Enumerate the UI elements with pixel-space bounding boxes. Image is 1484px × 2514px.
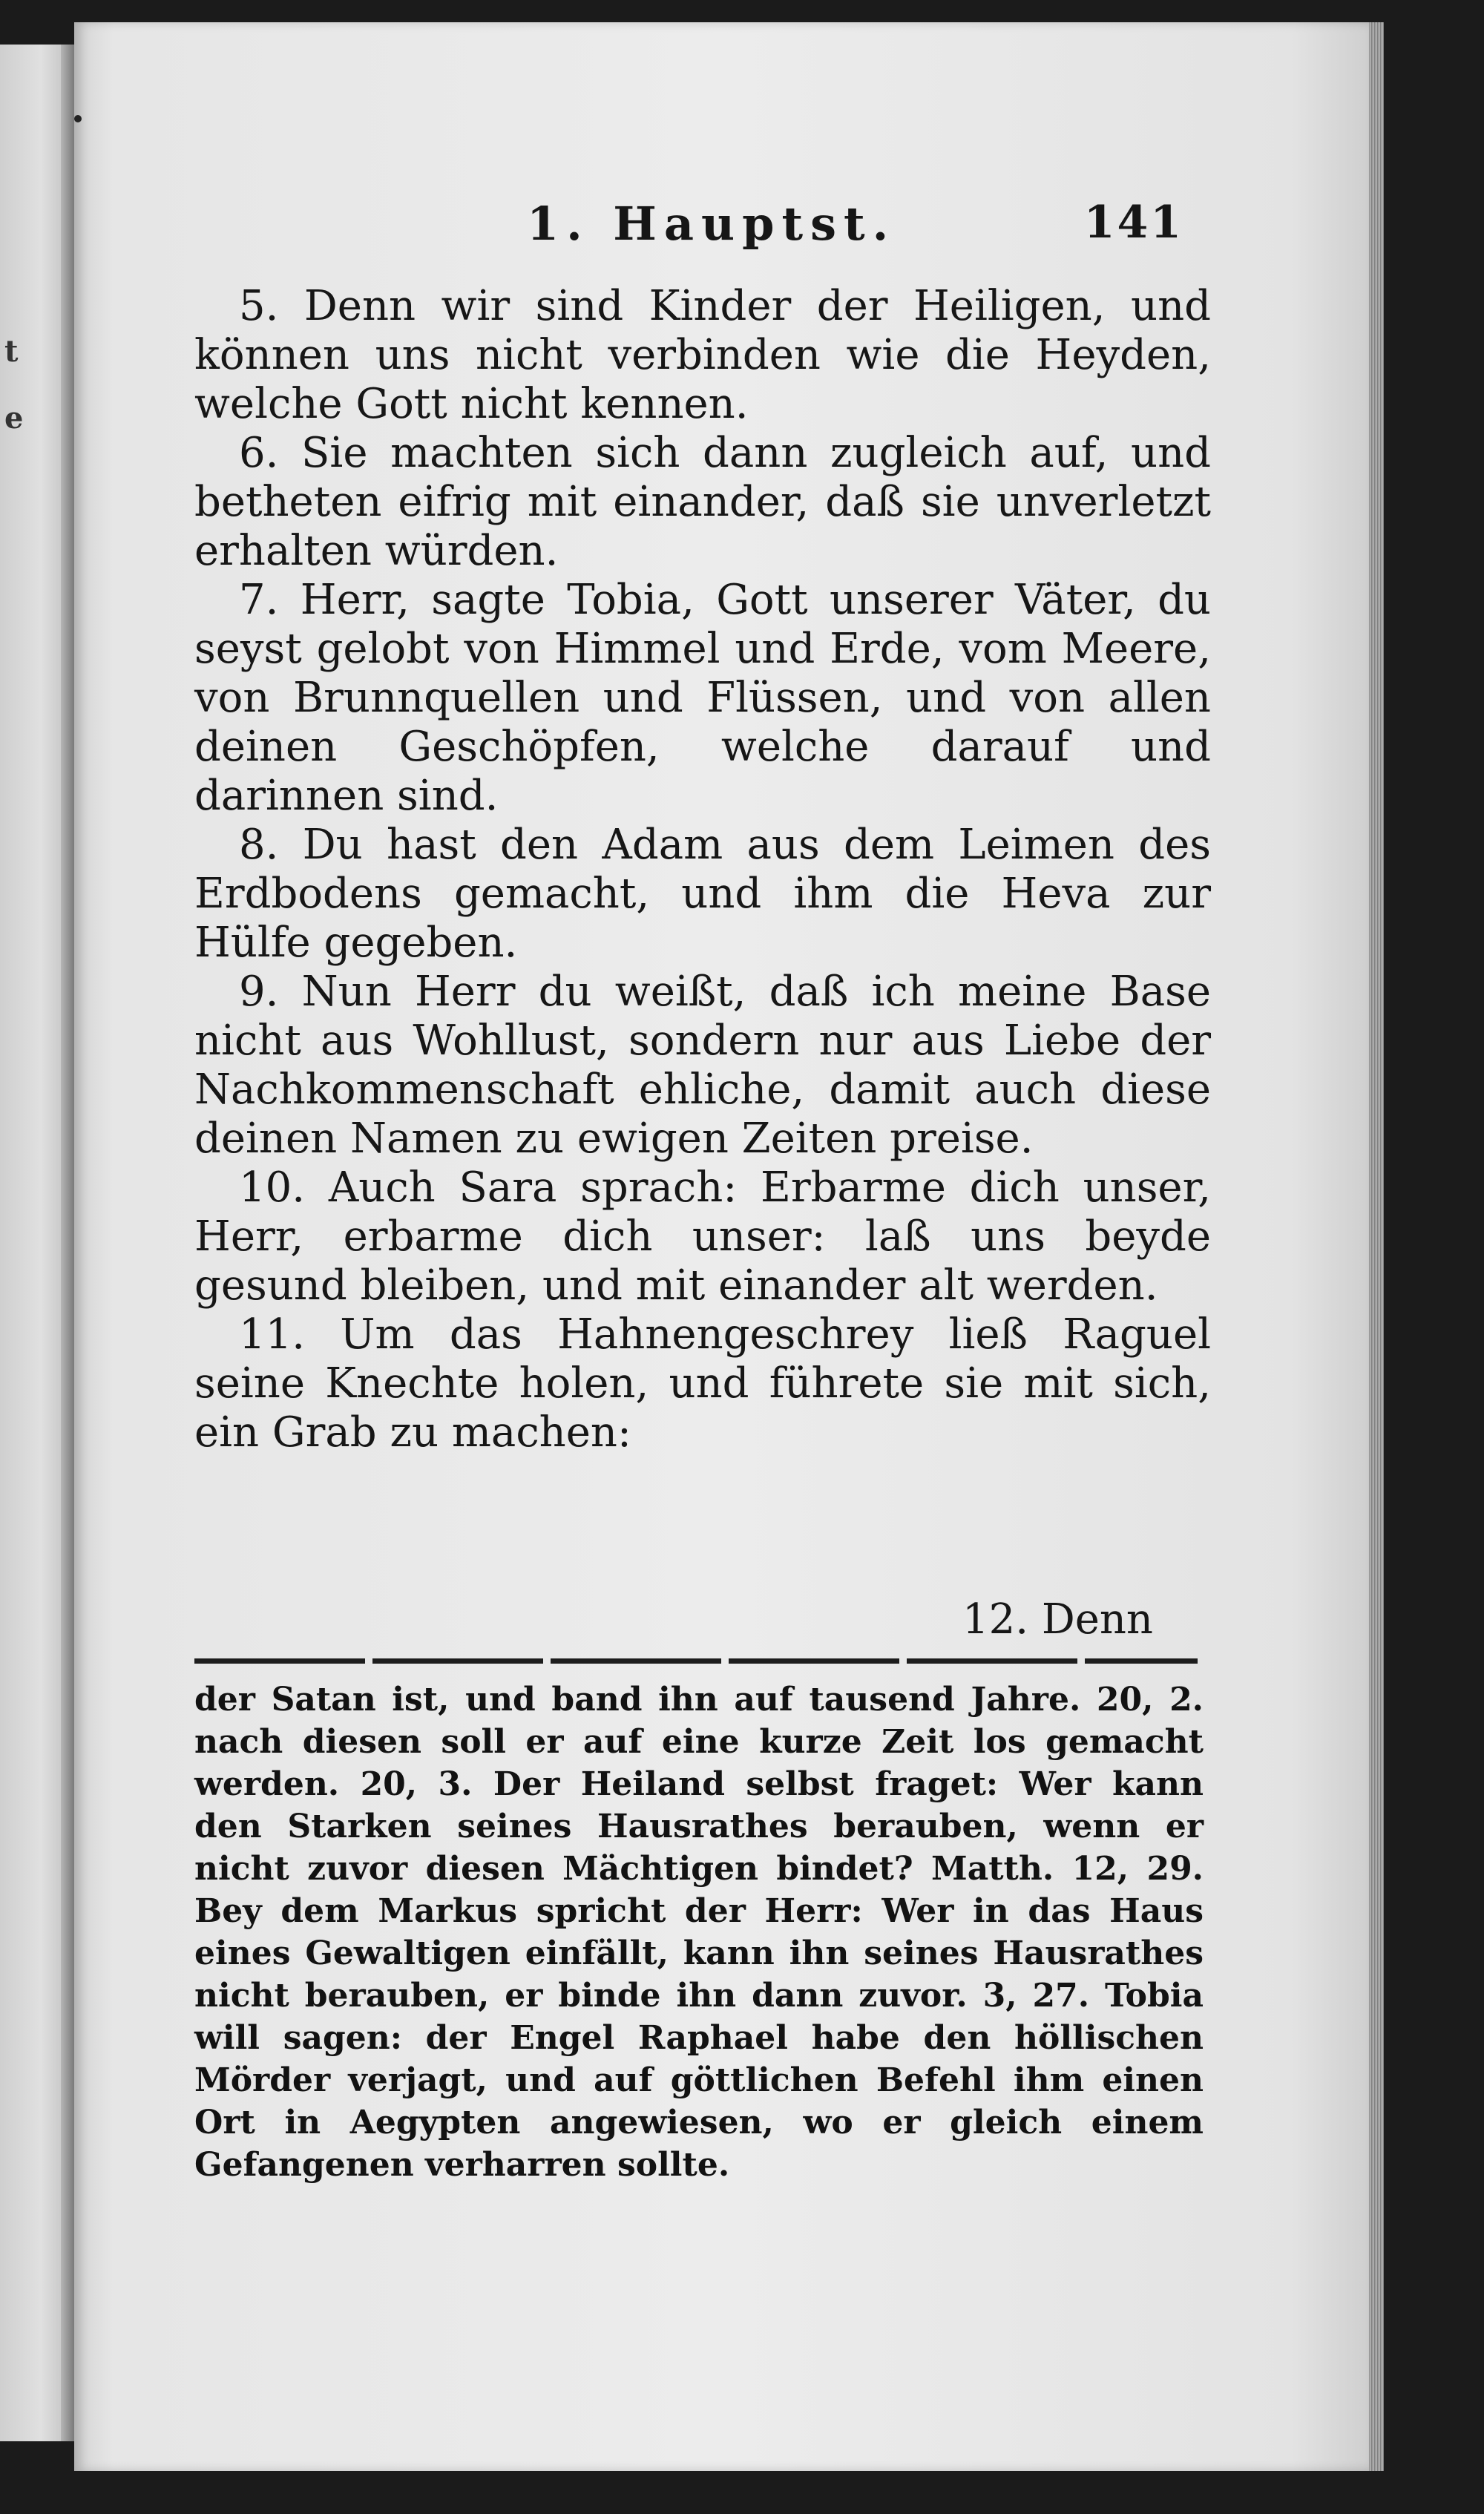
book-gutter — [61, 45, 74, 2441]
verse-6: 6. Sie machten sich dann zugleich auf, und betheten eifrig mit einander, daß sie unverletzt erhalten würden. — [194, 429, 1211, 575]
running-title: 1. Hauptst. — [527, 197, 896, 251]
page-edge-stack — [1369, 22, 1384, 2471]
previous-page-letter: t — [4, 334, 19, 369]
verse-5: 5. Denn wir sind Kinder der Heiligen, und können uns nicht verbinden wie die Heyden, welche Gott nicht kennen. — [194, 282, 1211, 428]
main-text — [194, 282, 1211, 1457]
verse-8: 8. Du hast den Adam aus dem Leimen des Erdbodens gemacht, und ihm die Heva zur Hülfe gegeben. — [194, 821, 1211, 967]
verse-9: 9. Nun Herr du weißt, daß ich meine Base nicht aus Wohllust, sondern nur aus Liebe der Nachkommenschaft ehliche, damit auch diese deinen Namen zu ewigen Zeiten preise. — [194, 968, 1211, 1163]
ink-speck — [74, 115, 82, 122]
verse-7: 7. Herr, sagte Tobia, Gott unserer Väter, du seyst gelobt von Himmel und Erde, vom Meere, von Brunnquellen und Flüssen, und von allen deinen Geschöpfen, welche darauf und darinnen sind. — [194, 576, 1211, 820]
verse-11: 11. Um das Hahnengeschrey ließ Raguel seine Knechte holen, und führete sie mit sich, ein Grab zu machen: — [194, 1310, 1211, 1457]
page-number: 141 — [1083, 197, 1183, 249]
running-head — [160, 197, 1198, 263]
catchword: 12. Denn — [962, 1595, 1153, 1644]
verse-10: 10. Auch Sara sprach: Erbarme dich unser, Herr, erbarme dich unser: laß uns beyde gesund bleiben, und mit einander alt werden. — [194, 1164, 1211, 1310]
previous-page-edge — [0, 45, 74, 2441]
footnote-separator — [194, 1658, 1198, 1664]
footnote: der Satan ist, und band ihn auf tausend Jahre. 20, 2. nach diesen soll er auf eine kurze Zeit los gemacht werden. 20, 3. Der Heiland selbst fraget: Wer kann den Starken seines Hausrathes berauben, wenn er nicht zuvor diesen Mächtigen bindet? Matth. 12, 29. Bey dem Markus spricht der Herr: Wer in das Haus eines Gewaltigen einfällt, kann ihn seines Hausrathes nicht berauben, er binde ihn dann zuvor. 3, 27. Tobia will sagen: der Engel Raphael habe den höllischen Mörder verjagt, und auf göttlichen Befehl ihm einen Ort in Aegypten angewiesen, wo er gleich einem Gefangenen verharren sollte. — [194, 1681, 1204, 2184]
previous-page-letter: e — [4, 401, 24, 436]
